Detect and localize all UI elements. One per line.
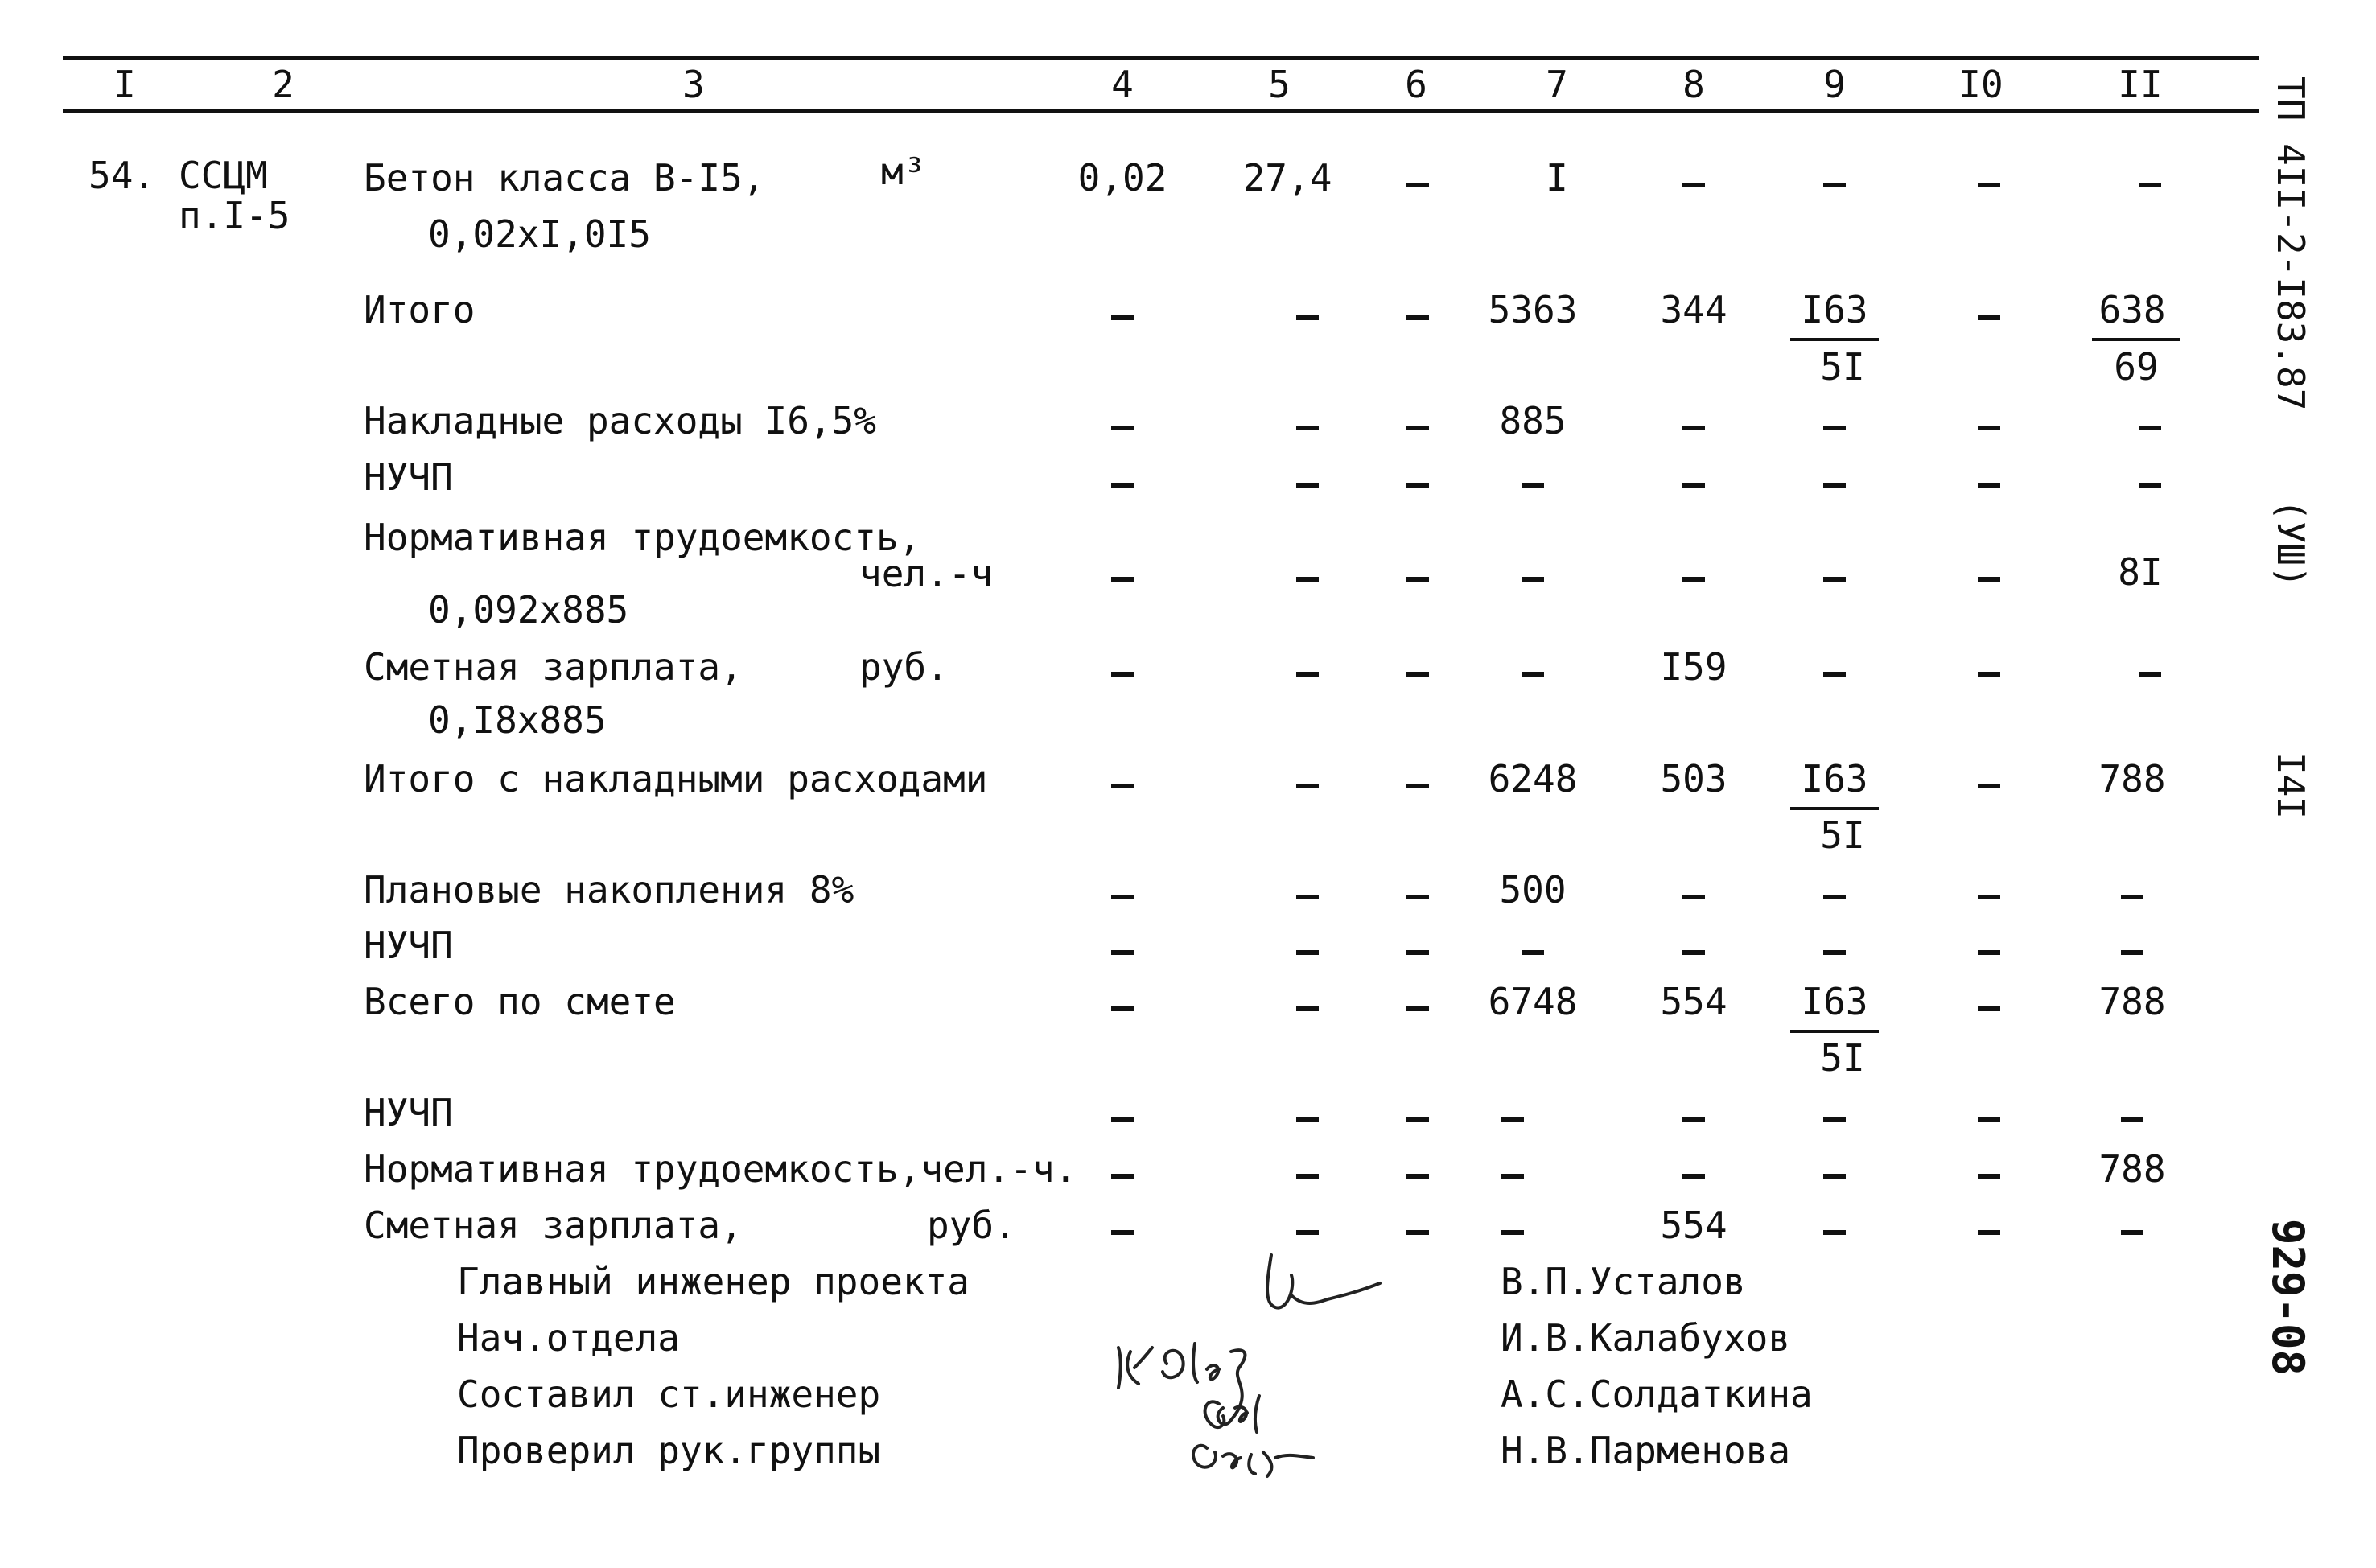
dash-col4 xyxy=(1111,784,1134,788)
dash-col11 xyxy=(2121,1117,2143,1122)
dash-col6 xyxy=(1406,895,1429,899)
row-calc: 0,092x885 xyxy=(428,588,629,632)
row-name: Бетон класса В-I5, xyxy=(364,156,765,200)
dash-col10 xyxy=(1978,950,2000,955)
dash-col11 xyxy=(2121,1230,2143,1235)
dash-col6 xyxy=(1406,1174,1429,1179)
dash-col8 xyxy=(1682,1174,1705,1179)
dash-col8 xyxy=(1682,183,1705,187)
cell-col7: I xyxy=(1546,156,1568,200)
signature-person: Н.В.Парменова xyxy=(1501,1429,1791,1472)
dash-col5 xyxy=(1296,895,1319,899)
dash-col6 xyxy=(1406,1117,1429,1122)
dash-col7 xyxy=(1501,1117,1524,1122)
dash-col10 xyxy=(1978,1117,2000,1122)
dash-col11 xyxy=(2121,950,2143,955)
row-name: Сметная зарплата, xyxy=(364,1204,743,1247)
cell-col9-numerator: I63 xyxy=(1801,288,1868,331)
dash-col11 xyxy=(2139,183,2161,187)
dash-col10 xyxy=(1978,672,2000,677)
cell-col11: 8I xyxy=(2118,550,2163,594)
dash-col4 xyxy=(1111,1006,1134,1011)
dash-col8 xyxy=(1682,577,1705,582)
side-section-code: (УШ) xyxy=(2269,499,2312,588)
fraction-bar xyxy=(1790,338,1879,341)
fraction-bar xyxy=(2092,338,2180,341)
dash-col10 xyxy=(1978,1230,2000,1235)
dash-col10 xyxy=(1978,483,2000,488)
row-calc: 0,02xI,0I5 xyxy=(428,212,651,256)
col-header-8: 8 xyxy=(1682,63,1705,106)
row-name: НУЧП xyxy=(364,924,453,967)
dash-col11 xyxy=(2139,672,2161,677)
dash-col7 xyxy=(1501,1174,1524,1179)
dash-col11 xyxy=(2139,426,2161,430)
dash-col6 xyxy=(1406,950,1429,955)
dash-col4 xyxy=(1111,895,1134,899)
dash-col9 xyxy=(1823,895,1846,899)
dash-col8 xyxy=(1682,1117,1705,1122)
signature-person: В.П.Усталов xyxy=(1501,1260,1746,1303)
cell-col11-numerator: 638 xyxy=(2098,288,2166,331)
col-header-4: 4 xyxy=(1111,63,1134,106)
dash-col5 xyxy=(1296,784,1319,788)
item-ref-line1: ССЦМ xyxy=(179,154,268,197)
dash-col9 xyxy=(1823,950,1846,955)
col-header-5: 5 xyxy=(1268,63,1291,106)
dash-col10 xyxy=(1978,183,2000,187)
dash-col5 xyxy=(1296,483,1319,488)
row-name: Всего по смете xyxy=(364,980,676,1023)
cell-col7: 885 xyxy=(1499,399,1567,442)
signature-person: И.В.Калабухов xyxy=(1501,1316,1791,1360)
dash-col9 xyxy=(1823,1230,1846,1235)
dash-col8 xyxy=(1682,895,1705,899)
dash-col4 xyxy=(1111,1117,1134,1122)
dash-col8 xyxy=(1682,950,1705,955)
dash-col9 xyxy=(1823,1174,1846,1179)
row-unit: чел.-ч xyxy=(859,552,994,595)
dash-col8 xyxy=(1682,483,1705,488)
row-unit: руб. xyxy=(927,1204,1016,1247)
row-name: Итого с накладными расходами xyxy=(364,757,988,800)
col-header-1: I xyxy=(113,63,136,106)
cell-col8: I59 xyxy=(1660,645,1727,689)
signature-role: Составил ст.инженер xyxy=(457,1373,881,1416)
col-header-11: II xyxy=(2118,63,2163,106)
dash-col6 xyxy=(1406,315,1429,320)
dash-col7 xyxy=(1522,672,1544,677)
dash-col4 xyxy=(1111,1174,1134,1179)
dash-col11 xyxy=(2121,895,2143,899)
dash-col4 xyxy=(1111,483,1134,488)
dash-col6 xyxy=(1406,577,1429,582)
dash-col7 xyxy=(1522,577,1544,582)
dash-col10 xyxy=(1978,1174,2000,1179)
cell-col8: 503 xyxy=(1660,757,1727,800)
handwritten-signatures xyxy=(1102,1231,1440,1488)
col-header-9: 9 xyxy=(1823,63,1846,106)
cell-col7: 5363 xyxy=(1488,288,1578,331)
dash-col10 xyxy=(1978,895,2000,899)
fraction-bar xyxy=(1790,807,1879,810)
col-header-2: 2 xyxy=(272,63,294,106)
dash-col9 xyxy=(1823,183,1846,187)
dash-col5 xyxy=(1296,315,1319,320)
dash-col10 xyxy=(1978,784,2000,788)
row-name: НУЧП xyxy=(364,1091,453,1134)
dash-col5 xyxy=(1296,1006,1319,1011)
col-header-3: 3 xyxy=(682,63,705,106)
cell-col11: 788 xyxy=(2098,980,2166,1023)
signature-role: Нач.отдела xyxy=(457,1316,680,1360)
row-name: НУЧП xyxy=(364,455,453,499)
cell-col9-numerator: I63 xyxy=(1801,980,1868,1023)
dash-col10 xyxy=(1978,315,2000,320)
dash-col7 xyxy=(1522,950,1544,955)
dash-col10 xyxy=(1978,577,2000,582)
cell-col9-denominator: 5I xyxy=(1820,345,1865,389)
cell-col8: 554 xyxy=(1660,1204,1727,1247)
row-name: Нормативная трудоемкость,чел.-ч. xyxy=(364,1147,1077,1191)
row-unit: руб. xyxy=(859,645,949,689)
dash-col9 xyxy=(1823,1117,1846,1122)
col-header-6: 6 xyxy=(1405,63,1427,106)
dash-col5 xyxy=(1296,1174,1319,1179)
dash-col4 xyxy=(1111,950,1134,955)
dash-col10 xyxy=(1978,1006,2000,1011)
dash-col5 xyxy=(1296,426,1319,430)
cell-col11: 788 xyxy=(2098,757,2166,800)
dash-col6 xyxy=(1406,672,1429,677)
dash-col9 xyxy=(1823,426,1846,430)
dash-col4 xyxy=(1111,672,1134,677)
dash-col4 xyxy=(1111,577,1134,582)
dash-col9 xyxy=(1823,577,1846,582)
cell-col11-denominator: 69 xyxy=(2114,345,2159,389)
dash-col5 xyxy=(1296,672,1319,677)
cell-col7: 6248 xyxy=(1488,757,1578,800)
side-doc-number: 929-08 xyxy=(2263,1219,2313,1377)
side-page-number: I4I xyxy=(2269,752,2312,820)
cell-col8: 344 xyxy=(1660,288,1727,331)
col-header-7: 7 xyxy=(1546,63,1568,106)
dash-col11 xyxy=(2139,483,2161,488)
dash-col6 xyxy=(1406,183,1429,187)
dash-col8 xyxy=(1682,426,1705,430)
row-calc: 0,I8x885 xyxy=(428,698,607,742)
signature-person: А.С.Солдаткина xyxy=(1501,1373,1813,1416)
row-name: Плановые накопления 8% xyxy=(364,868,854,912)
row-name: Нормативная трудоемкость, xyxy=(364,516,921,559)
item-ref-line2: п.I-5 xyxy=(179,194,290,237)
dash-col5 xyxy=(1296,1117,1319,1122)
dash-col6 xyxy=(1406,426,1429,430)
dash-col10 xyxy=(1978,426,2000,430)
cell-col9-denominator: 5I xyxy=(1820,813,1865,857)
dash-col6 xyxy=(1406,1006,1429,1011)
row-name: Накладные расходы I6,5% xyxy=(364,399,876,442)
dash-col5 xyxy=(1296,577,1319,582)
dash-col7 xyxy=(1522,483,1544,488)
fraction-bar xyxy=(1790,1030,1879,1033)
dash-col6 xyxy=(1406,483,1429,488)
dash-col6 xyxy=(1406,784,1429,788)
cell-col9-numerator: I63 xyxy=(1801,757,1868,800)
row-unit: м³ xyxy=(881,150,926,193)
row-name: Итого xyxy=(364,288,476,331)
dash-col5 xyxy=(1296,950,1319,955)
dash-col9 xyxy=(1823,483,1846,488)
cell-col9-denominator: 5I xyxy=(1820,1036,1865,1080)
signature-role: Главный инженер проекта xyxy=(457,1260,970,1303)
header-rule xyxy=(63,109,2259,113)
row-name: Сметная зарплата, xyxy=(364,645,743,689)
cell-col7: 500 xyxy=(1499,868,1567,912)
cell-col5: 27,4 xyxy=(1242,156,1332,200)
cell-col4: 0,02 xyxy=(1077,156,1167,200)
top-rule xyxy=(63,56,2259,60)
cell-col11: 788 xyxy=(2098,1147,2166,1191)
cell-col7: 6748 xyxy=(1488,980,1578,1023)
dash-col7 xyxy=(1501,1230,1524,1235)
dash-col4 xyxy=(1111,426,1134,430)
dash-col4 xyxy=(1111,315,1134,320)
side-doc-code: ТП 4II-2-I83.87 xyxy=(2269,76,2312,411)
dash-col9 xyxy=(1823,672,1846,677)
item-number: 54. xyxy=(89,154,156,197)
cell-col8: 554 xyxy=(1660,980,1727,1023)
signature-role: Проверил рук.группы xyxy=(457,1429,881,1472)
col-header-10: I0 xyxy=(1958,63,2003,106)
